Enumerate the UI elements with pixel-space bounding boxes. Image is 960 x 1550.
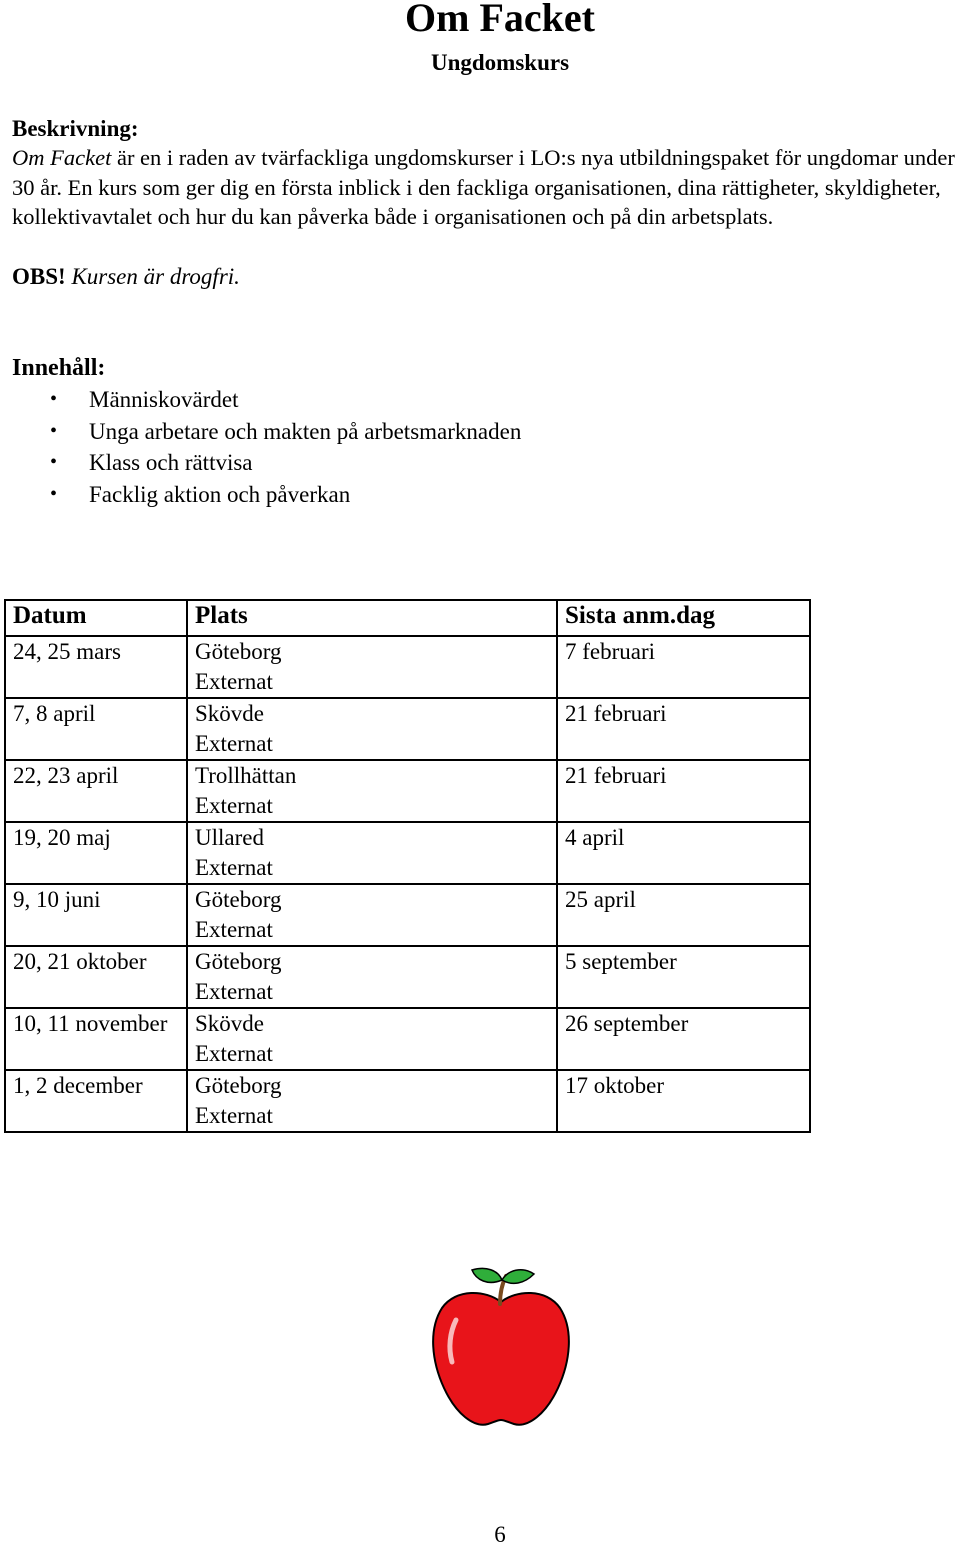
content-list — [50, 384, 521, 511]
place-name: Göteborg — [195, 1073, 282, 1098]
cell-deadline: 26 september — [557, 1008, 810, 1070]
bullet-icon: • — [50, 483, 58, 506]
table-row — [5, 698, 810, 760]
place-name: Göteborg — [195, 639, 282, 664]
cell-deadline: 4 april — [557, 822, 810, 884]
list-item-label: Unga arbetare och makten på arbetsmarknaden — [89, 418, 522, 444]
course-type: Externat — [195, 669, 273, 694]
cell-deadline: 7 februari — [557, 636, 810, 698]
course-type: Externat — [195, 1041, 273, 1066]
cell-date: 24, 25 mars — [5, 636, 187, 698]
bullet-icon: • — [50, 451, 58, 474]
place-name: Göteborg — [195, 949, 282, 974]
description-text — [12, 143, 960, 232]
column-header-place: Plats — [187, 600, 557, 636]
cell-date: 19, 20 maj — [5, 822, 187, 884]
table-row — [5, 884, 810, 946]
course-type: Externat — [195, 979, 273, 1004]
obs-label: OBS! — [12, 264, 66, 289]
cell-place — [187, 1070, 557, 1132]
course-type: Externat — [195, 793, 273, 818]
cell-date: 9, 10 juni — [5, 884, 187, 946]
bullet-icon: • — [50, 388, 58, 410]
cell-date: 20, 21 oktober — [5, 946, 187, 1008]
list-item-label: Människovärdet — [89, 387, 239, 412]
table-row — [5, 636, 810, 698]
cell-place — [187, 636, 557, 698]
description-label: Beskrivning: — [12, 116, 139, 141]
obs-text: Kursen är drogfri. — [65, 264, 240, 289]
cell-deadline: 5 september — [557, 946, 810, 1008]
apple-icon — [426, 1262, 576, 1432]
cell-place — [187, 698, 557, 760]
table-row — [5, 822, 810, 884]
cell-date: 10, 11 november — [5, 1008, 187, 1070]
schedule-table — [4, 599, 811, 1133]
list-item — [50, 384, 521, 416]
place-name: Ullared — [195, 825, 264, 850]
table-row — [5, 1008, 810, 1070]
list-item-label: Klass och rättvisa — [89, 450, 253, 476]
bullet-icon: • — [50, 419, 58, 442]
place-name: Trollhättan — [195, 763, 297, 788]
cell-date: 7, 8 april — [5, 698, 187, 760]
cell-date: 22, 23 april — [5, 760, 187, 822]
place-name: Skövde — [195, 1011, 264, 1036]
cell-deadline: 25 april — [557, 884, 810, 946]
page-subtitle: Ungdomskurs — [430, 50, 570, 75]
course-type: Externat — [195, 917, 273, 942]
list-item — [50, 447, 521, 479]
column-header-date: Datum — [5, 600, 187, 636]
list-item — [50, 479, 521, 511]
content-label: Innehåll: — [12, 355, 106, 381]
cell-place — [187, 884, 557, 946]
page-number: 6 — [494, 1522, 506, 1547]
place-name: Skövde — [195, 701, 264, 726]
cell-deadline: 21 februari — [557, 760, 810, 822]
course-type: Externat — [195, 731, 273, 756]
list-item-label: Facklig aktion och påverkan — [89, 482, 351, 508]
column-header-deadline: Sista anm.dag — [557, 600, 810, 636]
description-body: är en i raden av tvärfackliga ungdomskurser i LO:s nya utbildningspaket för ungdomar under 30 år. En kurs som ger dig en första inblick i den fackliga organisationen, dina rättigheter, skyldigheter, kollektivavtalet och hur du kan påverka både i organisationen och på din arbetsplats. — [12, 145, 955, 230]
apple-leaf — [472, 1268, 534, 1283]
course-type: Externat — [195, 855, 273, 880]
cell-deadline: 17 oktober — [557, 1070, 810, 1132]
list-item — [50, 416, 521, 448]
table-row — [5, 946, 810, 1008]
cell-date: 1, 2 december — [5, 1070, 187, 1132]
place-name: Göteborg — [195, 887, 282, 912]
cell-place — [187, 760, 557, 822]
cell-deadline: 21 februari — [557, 698, 810, 760]
cell-place — [187, 946, 557, 1008]
table-row — [5, 1070, 810, 1132]
course-name: Om Facket — [12, 145, 112, 170]
table-header-row — [5, 600, 810, 636]
cell-place — [187, 1008, 557, 1070]
course-type: Externat — [195, 1103, 273, 1128]
table-row — [5, 760, 810, 822]
obs-note — [12, 262, 240, 292]
cell-place — [187, 822, 557, 884]
page-title: Om Facket — [405, 0, 595, 40]
